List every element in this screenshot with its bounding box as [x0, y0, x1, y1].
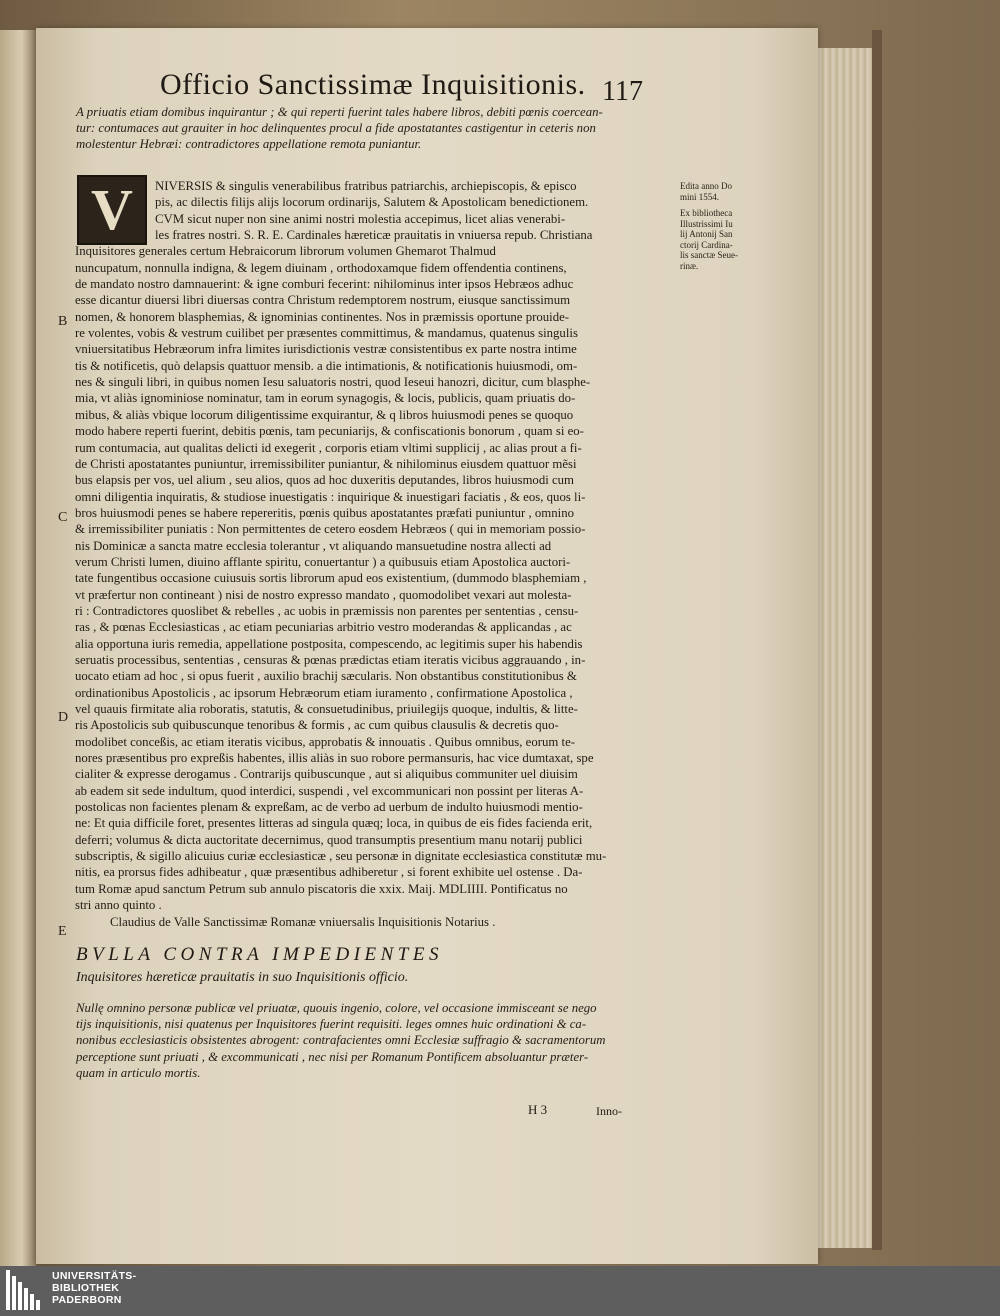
text-line: re volentes, vobis & vestrum cuilibet per præsentes committimus, & mandamus, quatenus singulis [75, 326, 578, 341]
text-line: omni diligentia inquiratis, & studiose inuestigatis : inquirique & inuestigari faciatis , & eos, quos li- [75, 489, 586, 504]
text-line: ri : Contradictores quoslibet & rebelles , ac uobis in præmissis non parentes per sententias , censu- [75, 603, 579, 618]
text-line: alia opportuna iuris remedia, appellatione postposita, compescendo, ac legitimis super his habendis [75, 636, 583, 651]
text-line: deferri; volumus & dicta auctoritate decernimus, quod transumptis presentium manu notarij publici [75, 832, 583, 847]
page-number: 117 [602, 76, 643, 107]
text-line: mia, vt aliàs ignominiose nominatur, tam in eorum synagogis, & locis, publicis, quam priuatis do- [75, 391, 576, 406]
text-line: ris Apostolicis sub quibuscunque tenoribus & formis , ac cum quibus clausulis & decretis quo- [75, 718, 559, 733]
summary-line: Nullę omnino personæ publicæ vel priuatæ, quouis ingenio, colore, vel occasione immisceant se nego [76, 1001, 597, 1015]
marginal-note-line: Illustrissimi Iu [680, 218, 733, 229]
margin-letter-b: B [58, 314, 68, 329]
text-line: CVM sicut nuper non sine animi nostri molestia accepimus, licet alias venerabi- [155, 211, 566, 226]
page-stack-edges [818, 48, 876, 1248]
text-line: subscriptis, & sigillo alicuius curiæ ecclesiasticæ , seu personæ in dignitate ecclesiastica constitutæ mu- [75, 849, 607, 864]
text-line: bros huiusmodi penes se habere repereritis, pœnis quibus apostatantes præfati puniuntur , omnino [75, 505, 574, 520]
intro-line: tur: contumaces aut grauiter in hoc delinquentes procul a fide apostatantes castigentur in ceteris non [76, 121, 596, 136]
summary-line: quam in articulo mortis. [76, 1065, 201, 1080]
text-line: tate fungentibus occasione cuiusuis sortis librorum apud eos existentium, (dummodo blasphemiam , [75, 571, 587, 586]
text-line: pis, ac dilectis filijs alijs locorum ordinarijs, Salutem & Apostolicam benedictionem. [155, 195, 589, 210]
text-line: de Christi apostatantes puniuntur, irremissibiliter puniantur, & nihilominus eiusdem quattuor mẽsi [75, 456, 577, 471]
initial-letter: V [91, 177, 133, 242]
library-name-line: UNIVERSITÄTS- [52, 1270, 137, 1282]
text-line: les fratres nostri. S. R. E. Cardinales hæreticæ prauitatis in vniuersa repub. Christiana [155, 228, 593, 243]
library-logo-icon[interactable] [4, 1270, 44, 1310]
library-name [52, 1270, 136, 1306]
text-line: vt præfertur non contineant ) nisi de nostro expresso mandato , quomodolibet vexari aut molesta- [75, 587, 572, 602]
library-name-line: PADERBORN [52, 1294, 122, 1306]
text-line: uocato etiam ad hoc , si opus fuerit , auxilio brachij sæcularis. Non obstantibus constitutionibus & [75, 669, 577, 684]
library-name-line: BIBLIOTHEK [52, 1282, 120, 1294]
margin-letter-d: D [58, 710, 69, 725]
text-line: cialiter & expresse derogamus . Contrarijs quibuscunque , aut si aliquibus communiter uel diuisim [75, 767, 578, 782]
marginal-note-line: Edita anno Do [680, 181, 732, 191]
margin-letter-e: E [58, 924, 67, 939]
text-line: postolicas non facientes plenam & expreßam, ac de verbo ad uerbum de indulto huiusmodi mentio- [75, 800, 583, 815]
text-line: tum Romæ apud sanctum Petrum sub annulo piscatoris die xxix. Maij. MDLIIII. Pontificatus no [75, 881, 568, 896]
facing-page-edge [0, 30, 36, 1266]
library-footer-bar [0, 1266, 1000, 1316]
text-line: nis Dominicæ a sancta matre ecclesia tolerantur , vt aliquando mansuetudine nostra allecti ad [75, 538, 552, 553]
marginal-note-line: lij Antonij San [680, 229, 733, 239]
margin-letter-c: C [58, 510, 68, 525]
text-line: de mandato nostro damnauerint: & igne comburi fecerint: nihilominus inter ipsos Hebræos adhuc [75, 277, 574, 292]
text-line: ab eadem sit sede indultum, quod interdici, suspendi , vel excommunicari non possint per literas A- [75, 783, 584, 798]
text-line: Inquisitores generales certum Hebraicorum librorum volumen Ghemarot Thalmud [75, 244, 496, 259]
marginal-note-line: mini 1554. [680, 191, 720, 202]
marginal-note-line: ctorij Cardina- [680, 239, 733, 250]
summary-line: tijs inquisitionis, nisi quatenus per Inquisitores fuerint requisiti. leges omnes huic ordinationi & ca- [76, 1017, 587, 1032]
text-line: stri anno quinto . [75, 898, 162, 913]
text-line: modolibet conceßis, ac etiam iteratis vicibus, approbatis & innouatis . Quibus omnibus, eorum te- [75, 734, 576, 749]
running-header: Officio Sanctissimæ Inquisitionis. [160, 68, 586, 101]
marginal-note-line: rinæ. [680, 260, 699, 271]
catchword: Inno- [596, 1104, 622, 1118]
text-line: nitis, ea prorsus fides adhibeatur , quæ præsentibus adhiberetur , si forent exhibite uel ostense . Da- [75, 865, 583, 880]
text-line: nomen, & honorem blasphemias, & ignominias continentes. Nos in præmissis oportune prouide- [75, 309, 570, 324]
intro-line: molestentur Hebræi: contradictores appellatione remota puniantur. [76, 137, 422, 152]
marginal-note-line: lis sanctæ Seue- [680, 250, 738, 260]
text-line: tis & notificetis, quò delapsis quattuor mensib. a die intimationis, & notificationis huiusmodi, om- [75, 358, 578, 373]
text-line: bus elapsis per vos, uel alium , seu alios, quos ad hoc duxeritis deputandes, libros huiusmodi cum [75, 473, 575, 488]
bulla-heading: BVLLA CONTRA IMPEDIENTES [76, 944, 443, 965]
text-line: esse dicantur diuersi libri diuersas contra Christum redemptorem nostrum, eiusque sanctissimum [75, 293, 571, 308]
text-line: mibus, & aliàs vbique locorum diligentissime exquirantur, & q libros huiusmodi penes se quoquo [75, 407, 574, 422]
text-line: nes & singuli libri, in quibus nomen Iesu saluatoris nostri, quod Ieseui hanozri, dicitur, cum blasphe- [75, 375, 591, 390]
intro-line: A priuatis etiam domibus inquirantur ; & qui reperti fuerint tales habere libros, debiti pœnis coercean- [76, 105, 603, 119]
text-line: ordinationibus Apostolicis , ac ipsorum Hebræorum etiam iuramento , confirmatione Apostolica , [75, 685, 573, 700]
text-line: NIVERSIS & singulis venerabilibus fratribus patriarchis, archiepiscopis, & episco [155, 179, 577, 193]
marginal-note-line: Ex bibliotheca [680, 208, 733, 218]
bull-text [75, 178, 645, 913]
notary-signature: Claudius de Valle Sanctissimæ Romanæ vniuersalis Inquisitionis Notarius . [110, 915, 496, 929]
bulla-subheading: Inquisitores hæreticæ prauitatis in suo Inquisitionis officio. [76, 970, 409, 985]
summary-line: perceptione sunt priuati , & excommunicati , nec nisi per Romanum Pontificem absoluantur præter- [76, 1049, 589, 1064]
text-line: rum contumacia, aut qualitas delicti id exegerit , corporis etiam vltimi supplicij , ac alias prout a fi- [75, 440, 582, 455]
text-line: nores præsentibus pro expreßis habentes, illis aliàs in suo robore permansuris, hac vice dumtaxat, spe [75, 751, 594, 766]
text-line: verum Christi lumen, diuino afflante spiritu, conuertantur ) a quibusuis etiam Apostolica auctori- [75, 554, 571, 569]
bulla-summary [76, 1000, 646, 1081]
text-line: ne: Et quia difficile foret, presentes litteras ad singula quæq; loca, in quibus de eis fides facienda erit, [75, 816, 593, 831]
summary-line: nonibus ecclesiasticis obsistentes abrogent: contrafacientes omni Ecclesiæ suffragio & sacramentorum [76, 1033, 606, 1048]
signature-mark: H 3 [528, 1102, 548, 1117]
text-line: nuncupatum, nonnulla indigna, & legem diuinam , orthodoxamque fidem offendentia continens, [75, 260, 567, 275]
text-line: vel quauis firmitate alia roboratis, statutis, & consuetudinibus, priuilegijs quoque, indultis, & litte- [75, 702, 578, 716]
text-line: ras , & pœnas Ecclesiasticas , ac etiam pecuniarias arbitrio vestro moderandas & applicandas , ac [75, 620, 572, 635]
book-cover-edge [872, 30, 882, 1250]
text-line: & irremissibiliter puniatis : Non permittentes de cetero eosdem Hebræos ( qui in memoriam possio- [75, 522, 586, 537]
marginal-note [680, 181, 738, 271]
text-line: modo habere reperti fuerint, debitis pœnis, tam pecuniarijs, & confiscationis bonorum , quam si eo- [75, 424, 584, 439]
text-line: seruatis processibus, sententias , censuras & pœnas prædictas etiam iteratis vicibus aggrauando , in- [75, 652, 586, 667]
text-line: vniuersitatibus Hebræorum infra limites iurisdictionis vestræ consistentibus ex parte nostra intime [75, 342, 577, 357]
intro-summary [76, 104, 646, 153]
